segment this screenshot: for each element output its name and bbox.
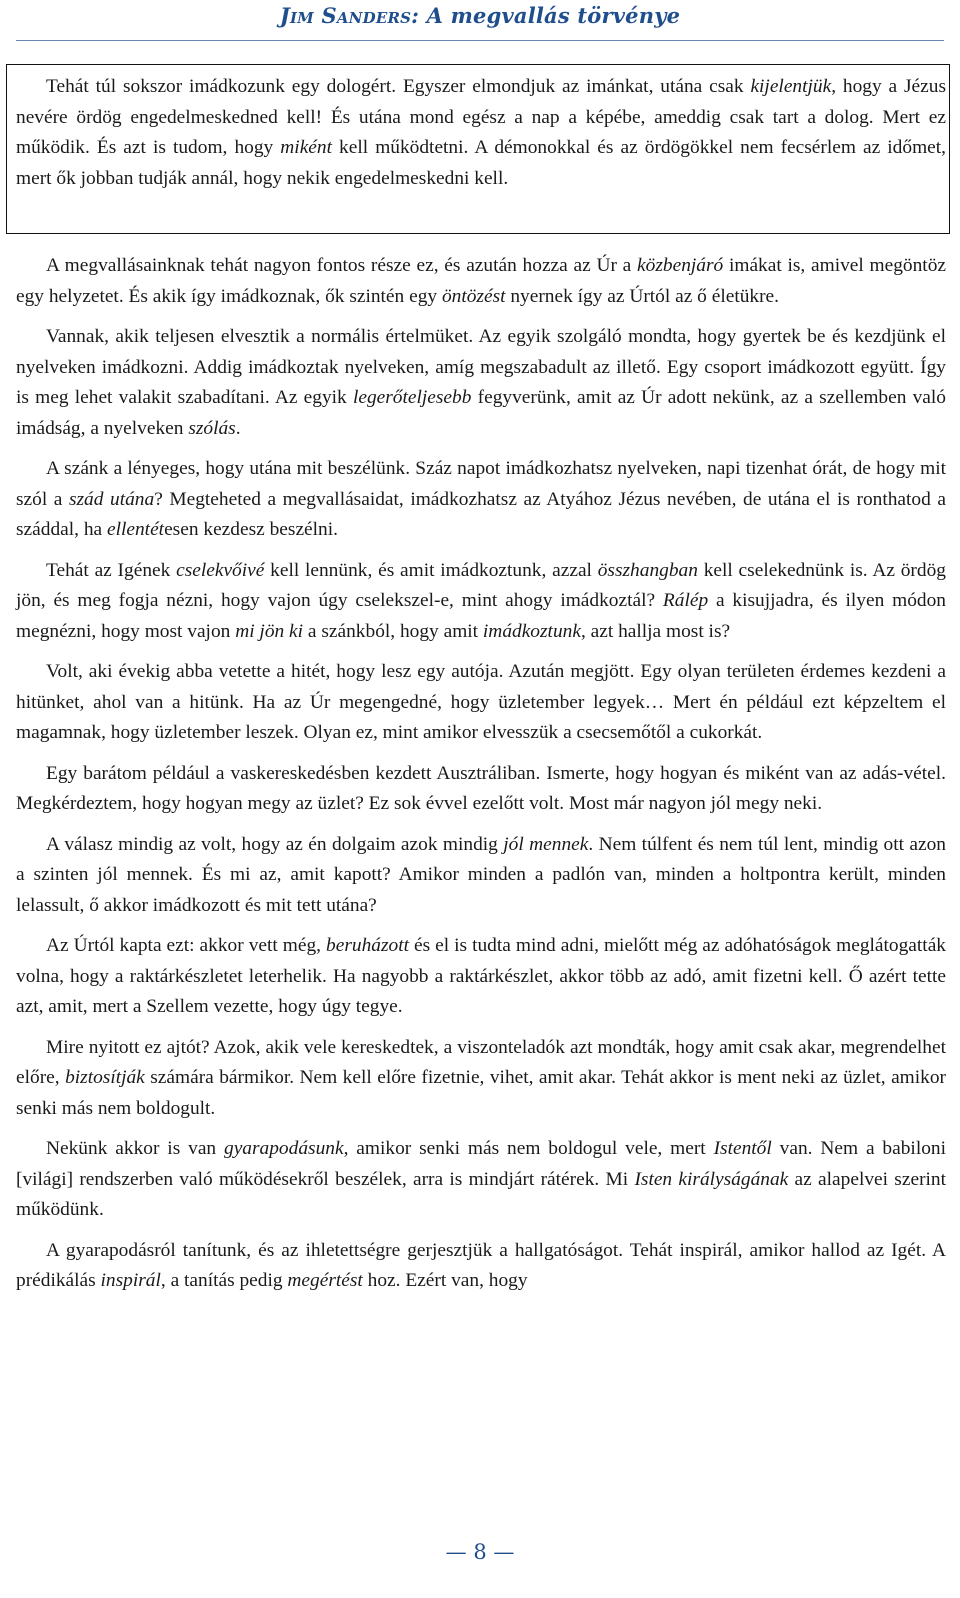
text-run: esen kezdesz beszélni. — [164, 519, 338, 540]
italic-emphasis: öntözést — [441, 285, 506, 307]
italic-emphasis: szólás — [188, 417, 236, 439]
text-run: imákat is, amivel megöntöz egy helyzetet. És akik így imádkoznak, ők szintén egy — [16, 255, 946, 307]
body-paragraph — [16, 556, 946, 648]
text-run: , amikor senki más nem boldogul vele, mert — [343, 1138, 714, 1159]
body-paragraph — [16, 1033, 946, 1125]
italic-emphasis: Isten királyságának — [634, 1168, 789, 1190]
text-run: , a tanítás pedig — [160, 1270, 288, 1291]
italic-emphasis: inspirál — [100, 1270, 161, 1291]
text-run: Az Úrtól kapta ezt: akkor vett még, — [46, 935, 327, 956]
italic-emphasis: ellentét — [107, 519, 165, 540]
text-run: A megvallásainknak tehát nagyon fontos része ez, és azután hozza az Úr a — [46, 255, 638, 276]
header-separator: : — [411, 3, 427, 28]
header-rule — [16, 40, 944, 41]
body-text — [16, 251, 946, 1307]
body-paragraph — [16, 830, 946, 922]
body-paragraph — [16, 1134, 946, 1226]
text-run: kell cselekednünk is. Az ördög jön, és meg fogja nézni, hogy vajon úgy cselekszel-e, mint ahogy imádkoztál? — [16, 559, 946, 611]
text-run: kell működtetni. A démonokkal és az ördögökkel nem fecsérlem az időmet, mert ők jobban tudják annál, hogy nekik engedelmeskedni kell. — [16, 137, 946, 189]
body-paragraph — [16, 322, 946, 444]
italic-emphasis: mi jön ki — [235, 620, 304, 642]
text-run: Tehát az Igének — [46, 559, 177, 581]
italic-emphasis: cselekvőivé — [176, 559, 265, 581]
text-run: Nekünk akkor is van — [46, 1138, 224, 1159]
page-number: — 8 — — [445, 1540, 515, 1564]
text-run: A gyarapodásról tanítunk, és az ihletettségre gerjesztjük a hallgatóságot. Tehát inspirál, amikor hallod az Igét. A prédikálás — [16, 1239, 946, 1291]
italic-emphasis: kijelentjük — [750, 76, 832, 97]
text-run: Egy barátom például a vaskereskedésben kezdett Ausztráliban. Ismerte, hogy hogyan és miként van az adás-vétel. Megkérdeztem, hogy hogyan megy az üzlet? Ez sok évvel ezelőtt volt. Most már nagyon jól megy neki. — [16, 762, 946, 814]
text-run: és el is tudta mind adni, mielőtt még az adóhatóságok meglátogatták volna, hogy a raktárkészletet leterhelik. Ha nagyobb a raktárkészlet, akkor több az adó, amit fizetni kell. Ő azért tette azt, amit, mert a Szellem vezette, hogy úgy tegye. — [16, 935, 946, 1017]
text-run: fegyverünk, amit az Úr adott nekünk, az a szellemben való imádság, a nyelveken — [16, 387, 947, 439]
running-header — [0, 0, 960, 50]
italic-emphasis: összhangban — [597, 559, 698, 581]
text-run: A válasz mindig az volt, hogy az én dolgaim azok mindig — [46, 833, 504, 855]
header-title — [0, 3, 960, 28]
text-run: A szánk a lényeges, hogy utána mit beszélünk. Száz napot imádkozhatsz nyelveken, napi tizenhat órát, de hogy mit szól a — [16, 458, 946, 510]
text-run: Vannak, akik teljesen elvesztik a normális értelmüket. Az egyik szolgáló mondta, hogy gyertek be és kezdjünk el nyelveken imádkozni. Addig imádkoztak nyelveken, amíg megszabadult az illető. Egy csoport imádkozott együtt. Így is meg lehet valakit szabadítani. Az egyik — [16, 326, 946, 408]
text-run: , hogy a Jézus nevére ördög engedelmeskedned kell! És utána mond egész a nap a képébe, ameddig csak tart a dolog. Mert ez működik. És azt is tudom, hogy — [16, 76, 947, 158]
italic-emphasis: gyarapodásunk — [224, 1138, 344, 1159]
text-run: hoz. Ezért van, hogy — [362, 1270, 528, 1291]
italic-emphasis: jól mennek — [503, 833, 589, 855]
header-book-title: A megvallás törvénye — [426, 3, 681, 28]
header-author: Jim Sanders — [279, 3, 412, 28]
body-paragraph — [16, 1236, 946, 1297]
text-run: ? Megteheted a megvallásaidat, imádkozhatsz az Atyához Jézus nevében, de utána el is ronthatod a száddal, ha — [16, 488, 946, 540]
text-run: az alapelvei szerint működünk. — [16, 1168, 946, 1220]
text-run: nyernek így az Úrtól az ő életükre. — [505, 285, 780, 307]
text-run: Mire nyitott ez ajtót? Azok, akik vele kereskedtek, a viszonteladók azt mondták, hogy amit csak akar, megrendelhet előre, — [16, 1036, 946, 1088]
body-paragraph — [16, 657, 946, 749]
text-run: a szánkból, hogy amit — [303, 620, 483, 642]
text-run: számára bármikor. Nem kell előre fizetnie, vihet, amit akar. Tehát akkor is ment neki az üzlet, amikor senki más nem boldogult. — [16, 1067, 946, 1119]
text-run: Volt, aki évekig abba vetette a hitét, hogy lesz egy autója. Azután megjött. Egy olyan területen érdemes kezdeni a hitünket, ahol van a hitünk. Ha az Úr megengedné, hogy üzletember legyek… Mert én például ezt képzeltem el magamnak, hogy üzletember leszek. Olyan ez, mint amikor elvesszük a csecsemőtől a cukorkát. — [16, 661, 946, 743]
italic-emphasis: miként — [280, 137, 332, 158]
italic-emphasis: megértést — [287, 1270, 363, 1291]
italic-emphasis: közbenjáró — [637, 255, 724, 276]
italic-emphasis: Istentől — [713, 1138, 772, 1159]
text-run: . — [235, 417, 241, 439]
body-paragraph — [16, 454, 946, 546]
text-run: , azt hallja most is? — [580, 620, 731, 642]
text-run: Tehát túl sokszor imádkozunk egy dologért. Egyszer elmondjuk az imánkat, utána csak — [46, 76, 751, 97]
italic-emphasis: Rálép — [662, 590, 709, 611]
body-paragraph — [16, 251, 946, 312]
text-run: van. Nem a babiloni [világi] rendszerben való működésekről beszélek, arra is mindjárt rátérek. Mi — [16, 1138, 946, 1190]
italic-emphasis: legerőteljesebb — [352, 387, 472, 408]
framed-quote-text — [16, 72, 946, 194]
italic-emphasis: imádkoztunk — [482, 620, 581, 642]
italic-emphasis: beruházott — [326, 935, 409, 956]
italic-emphasis: szád utána — [68, 488, 155, 510]
text-run: a kisujjadra, és ilyen módon megnézni, hogy most vajon — [16, 590, 946, 642]
text-run: kell lennünk, és amit imádkoztunk, azzal — [264, 559, 598, 581]
body-paragraph — [16, 931, 946, 1023]
framed-paragraph — [16, 72, 946, 194]
italic-emphasis: biztosítják — [65, 1067, 145, 1088]
body-paragraph — [16, 759, 946, 820]
text-run: . Nem túlfent és nem túl lent, mindig ott azon a szinten jól mennek. És mi az, amit kapott? Amikor minden a padlón van, minden a holtpontra került, minden lelassult, ő akkor imádkozott és mit tett utána? — [16, 833, 947, 916]
